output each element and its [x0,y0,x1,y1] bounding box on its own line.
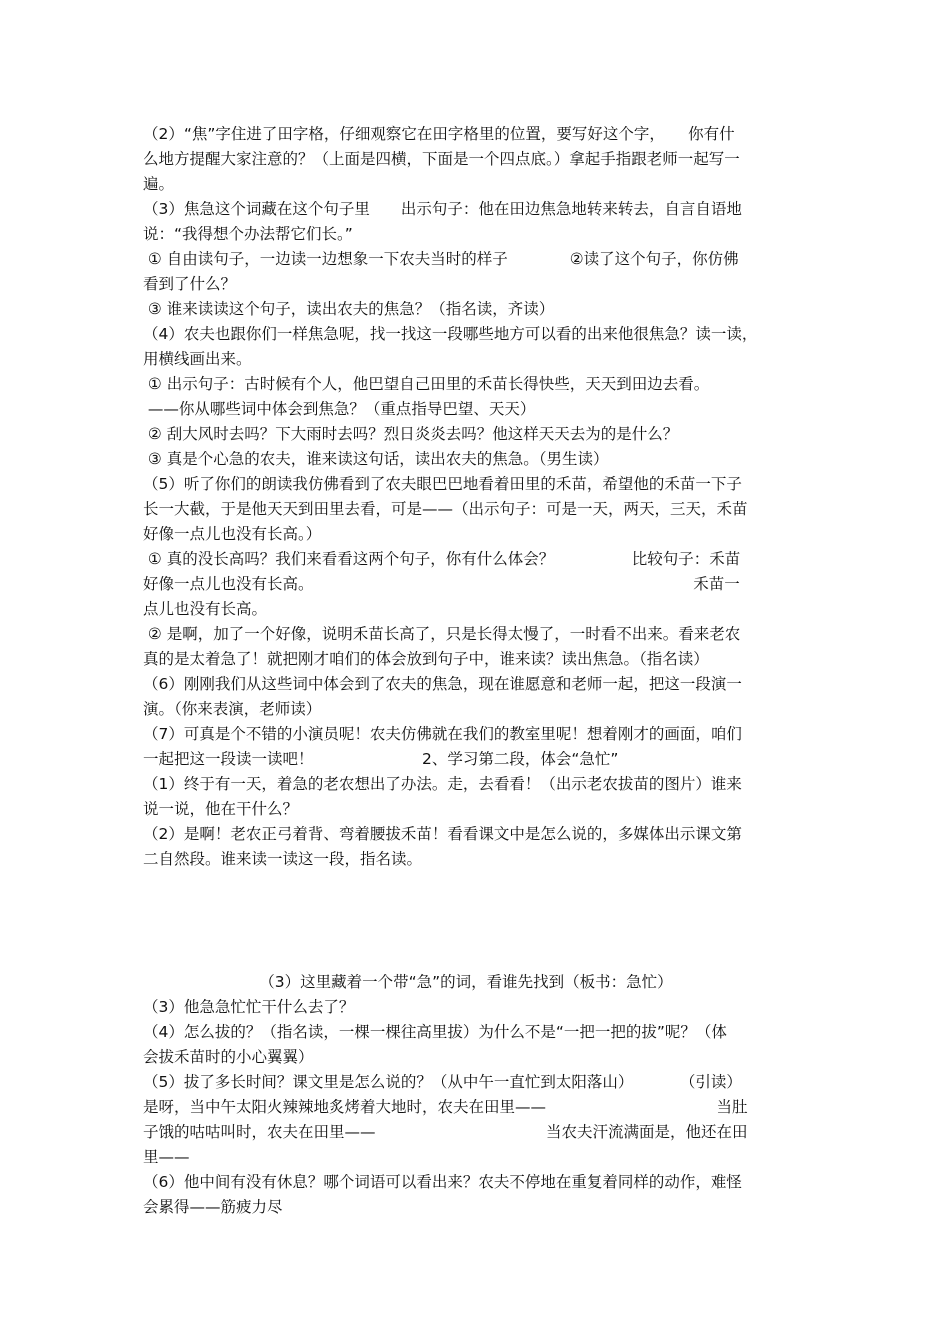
text-line: ① 出示句子：古时候有个人，他巴望自己田里的禾苗长得快些，天天到田边去看。 [143,375,710,393]
text-line: （2）是啊！老农正弓着背、弯着腰拔禾苗！看看课文中是怎么说的，多媒体出示课文第 [143,825,742,843]
text-line: 子饿的咕咕叫时，农夫在田里—— 当农夫汗流满面是，他还在田 [143,1123,748,1141]
text-line: ——你从哪些词中体会到焦急？（重点指导巴望、天天） [143,400,536,418]
text-line: 长一大截，于是他天天到田里去看，可是——（出示句子：可是一天，两天，三天，禾苗 [143,500,748,518]
text-line: （4）农夫也跟你们一样焦急呢，找一找这一段哪些地方可以看的出来他很焦急？读一读， [143,325,758,343]
text-line: ② 刮大风时去吗？下大雨时去吗？烈日炎炎去吗？他这样天天去为的是什么？ [143,425,679,443]
text-line: ③ 真是个心急的农夫，谁来读这句话，读出农夫的焦急。（男生读） [143,450,609,468]
text-line: （4）怎么拔的？（指名读，一棵一棵往高里拔）为什么不是“一把一把的拔”呢？（体 [143,1023,727,1041]
text-line: ① 真的没长高吗？我们来看看这两个句子，你有什么体会？ 比较句子：禾苗 [143,550,741,568]
text-line: 是呀，当中午太阳火辣辣地炙烤着大地时，农夫在田里—— 当肚 [143,1098,748,1116]
text-line: （3）焦急这个词藏在这个句子里 出示句子：他在田边焦急地转来转去，自言自语地 [143,200,742,218]
text-line: 真的是太着急了！就把刚才咱们的体会放到句子中，谁来读？读出焦急。（指名读） [143,650,709,668]
text-line: 会拔禾苗时的小心翼翼） [143,1048,314,1066]
text-line: 说：“我得想个办法帮它们长。” [143,225,353,243]
text-line: 看到了什么？ [143,275,237,293]
text-line: （3）这里藏着一个带“急”的词，看谁先找到（板书：急忙） [143,973,673,991]
text-line: ② 是啊，加了一个好像，说明禾苗长高了，只是长得太慢了，一时看不出来。看来老农 [143,625,741,643]
text-line: 点儿也没有长高。 [143,600,268,618]
text-line: 遍。 [143,175,175,193]
text-line: 二自然段。谁来读一读这一段，指名读。 [143,850,423,868]
text-line: 好像一点儿也没有长高。 禾苗一 [143,575,740,593]
text-line: （7）可真是个不错的小演员呢！农夫仿佛就在我们的教室里呢！想着刚才的画面，咱们 [143,725,742,743]
text-line: （6）刚刚我们从这些词中体会到了农夫的焦急，现在谁愿意和老师一起，把这一段演一 [143,675,742,693]
text-line: （1）终于有一天，着急的老农想出了办法。走，去看看！（出示老农拔苗的图片）谁来 [143,775,742,793]
text-line: （5）拔了多长时间？课文里是怎么说的？（从中午一直忙到太阳落山） （引读） [143,1073,742,1091]
text-line: （5）听了你们的朗读我仿佛看到了农夫眼巴巴地看着田里的禾苗，希望他的禾苗一下子 [143,475,742,493]
text-line: 里—— [143,1148,190,1166]
text-line: ① 自由读句子，一边读一边想象一下农夫当时的样子 ②读了这个句子，你仿佛 [143,250,739,268]
text-line: （3）他急急忙忙干什么去了？ [143,998,355,1016]
text-line: 演。（你来表演，老师读） [143,700,322,718]
text-line: 会累得——筋疲力尽 [143,1198,283,1216]
text-line: ③ 谁来读读这个句子，读出农夫的焦急？（指名读，齐读） [143,300,555,318]
text-line: （6）他中间有没有休息？哪个词语可以看出来？农夫不停地在重复着同样的动作，难怪 [143,1173,742,1191]
text-line: 用横线画出来。 [143,350,252,368]
text-line: 一起把这一段读一读吧！ 2、学习第二段，体会“急忙” [143,750,619,768]
text-line: 么地方提醒大家注意的？（上面是四横，下面是一个四点底。）拿起手指跟老师一起写一 [143,150,740,168]
text-line: （2）“焦”字住进了田字格，仔细观察它在田字格里的位置，要写好这个字， 你有什 [143,125,735,143]
text-line: 好像一点儿也没有长高。） [143,525,322,543]
text-line: 说一说，他在干什么？ [143,800,299,818]
